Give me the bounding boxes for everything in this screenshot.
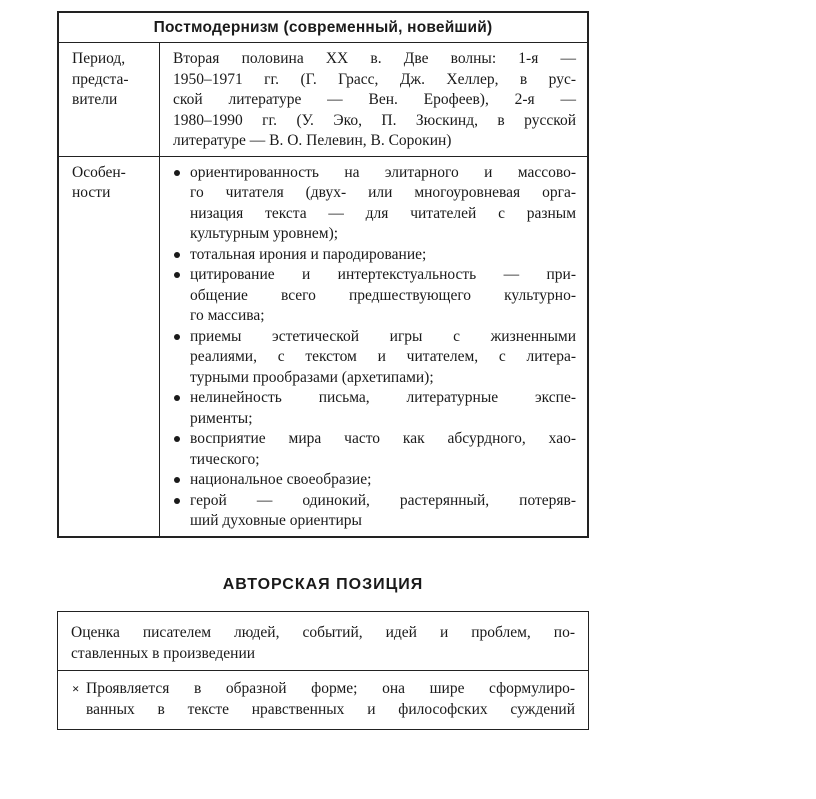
period-label-line: предста- xyxy=(72,70,129,88)
period-text-line: литературе — В. О. Пелевин, В. Сорокин) xyxy=(173,132,452,149)
period-text xyxy=(160,43,587,156)
bullet-icon xyxy=(174,272,180,278)
list-item-line: реалиями, с текстом и читателем, с литера- xyxy=(190,348,576,365)
period-text-line: ской литературе — Вен. Ерофеев), 2-я — xyxy=(173,91,576,108)
definition-row xyxy=(58,612,588,671)
bullet-icon xyxy=(174,170,180,176)
list-item xyxy=(173,491,576,532)
bullet-icon xyxy=(174,477,180,483)
features-row xyxy=(59,157,587,536)
manifestation-row xyxy=(58,671,588,729)
section-title: АВТОРСКАЯ ПОЗИЦИЯ xyxy=(222,576,424,593)
bullet-icon xyxy=(174,334,180,340)
bullet-icon xyxy=(174,498,180,504)
cross-marker-icon: × xyxy=(72,681,80,696)
list-item-line: общение всего предшествующего культурно- xyxy=(190,286,576,304)
list-item-line: ший духовные ориентиры xyxy=(190,512,362,529)
definition-line: Оценка писателем людей, событий, идей и проблем, по- xyxy=(71,624,575,641)
postmodernism-table xyxy=(57,11,589,538)
period-text-line: Вторая половина XX в. Две волны: 1-я — xyxy=(173,50,576,67)
list-item-line: го массива; xyxy=(190,307,265,324)
list-item-line: рименты; xyxy=(190,409,253,427)
bullet-icon xyxy=(174,395,180,401)
bullet-icon xyxy=(174,436,180,442)
features-label-line: ности xyxy=(72,184,111,201)
list-item xyxy=(173,388,576,429)
list-item xyxy=(173,429,576,470)
list-item-line: приемы эстетической игры с жизненными xyxy=(190,327,576,345)
list-item xyxy=(173,265,576,327)
list-item-line: тического; xyxy=(190,450,260,468)
period-text-line: 1980–1990 гг. (У. Эко, П. Зюскинд, в русской xyxy=(173,111,576,129)
period-label xyxy=(59,43,160,156)
period-text-line: 1950–1971 гг. (Г. Грасс, Дж. Хеллер, в рус- xyxy=(173,70,576,88)
list-item-line: культурным уровнем); xyxy=(190,225,339,242)
list-item-line: герой — одинокий, растерянный, потеряв- xyxy=(190,491,576,509)
list-item-line: цитирование и интертекстуальность — при- xyxy=(190,266,576,283)
table-header: Постмодернизм (современный, новейший) xyxy=(59,13,587,43)
features-label xyxy=(59,157,160,536)
list-item-line: восприятие мира часто как абсурдного, хао- xyxy=(190,430,576,447)
author-position-table xyxy=(57,611,589,730)
list-item xyxy=(173,470,576,491)
list-item-line: го читателя (двух- или многоуровневая орга- xyxy=(190,184,576,201)
list-item-line: нелинейность письма, литературные экспе- xyxy=(190,389,576,406)
features-label-line: Особен- xyxy=(72,163,126,181)
list-item-line: турными прообразами (архетипами); xyxy=(190,368,434,386)
definition-line: ставленных в произведении xyxy=(71,644,256,662)
list-item-line: национальное своеобразие; xyxy=(190,471,372,488)
period-label-line: Период, xyxy=(72,50,126,67)
period-row xyxy=(59,43,587,157)
list-item xyxy=(173,327,576,389)
list-item xyxy=(173,163,576,245)
features-list xyxy=(160,157,587,536)
list-item-line: низация текста — для читателей с разным xyxy=(190,204,576,222)
list-item-line: тотальная ирония и пародирование; xyxy=(190,245,427,263)
manifestation-line: ванных в тексте нравственных и философских суждений xyxy=(86,700,575,718)
bullet-icon xyxy=(174,252,180,258)
manifestation-line: Проявляется в образной форме; она шире сформулиро- xyxy=(86,680,575,697)
list-item xyxy=(173,245,576,266)
period-label-line: вители xyxy=(72,91,118,108)
list-item-line: ориентированность на элитарного и массово- xyxy=(190,163,576,181)
